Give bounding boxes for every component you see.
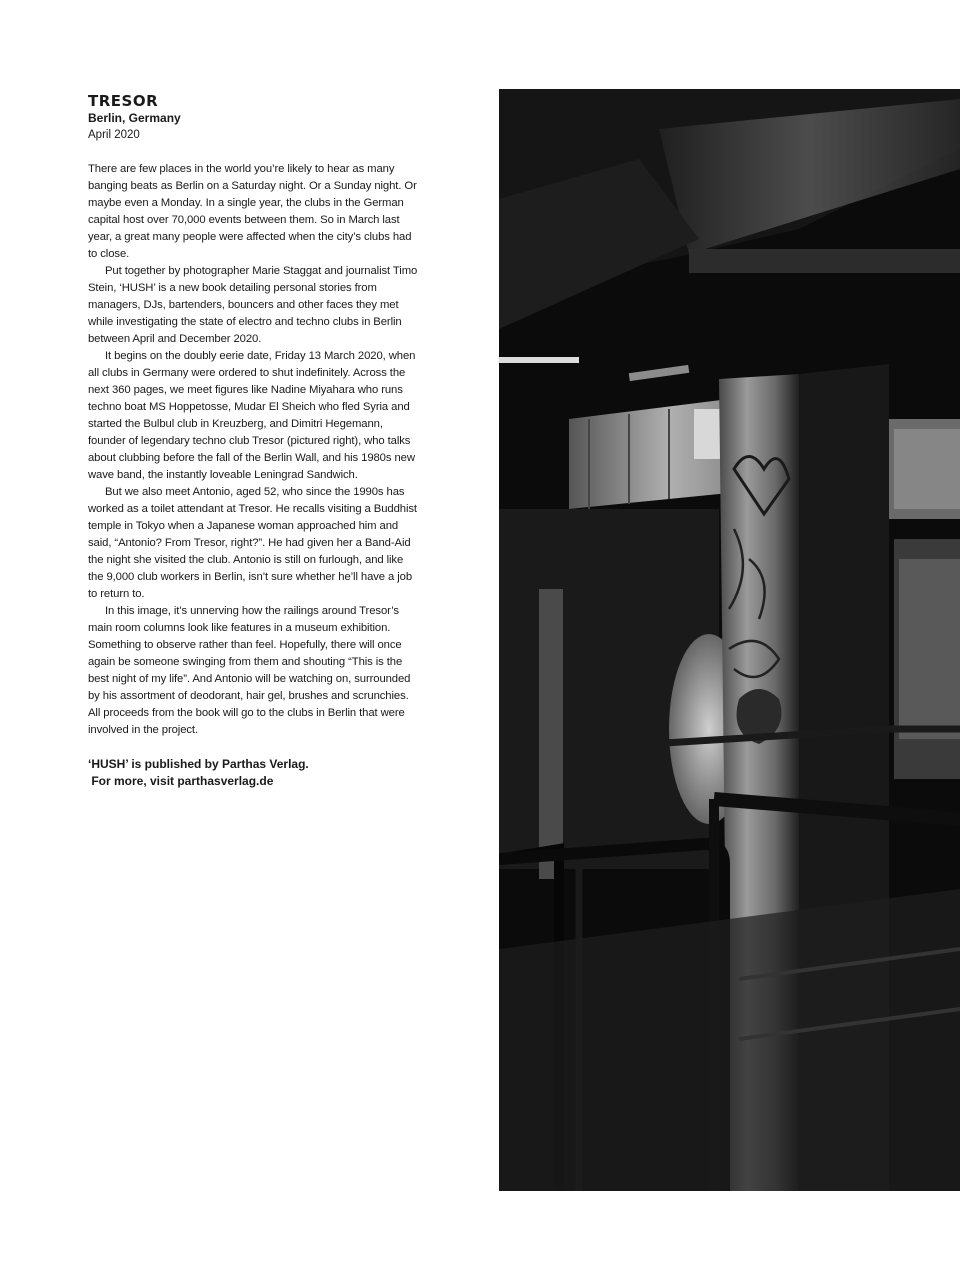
credit-line-website: For more, visit parthasverlag.de: [88, 774, 274, 788]
article-paragraph: But we also meet Antonio, aged 52, who since the 1990s has worked as a toilet attendant at Tresor. He recalls visiting a Buddhist temple in Tokyo when a Japanese woman approached him and said, “Antonio? From Tresor, right?”. He had given her a Band-Aid the night she visited the club. Antonio is still on furlough, and like the 9,000 club workers in Berlin, isn’t sure whether he’ll have a job to return to.: [88, 486, 417, 600]
article-body: [88, 161, 418, 739]
article-paragraph: There are few places in the world you’re likely to hear as many banging beats as Berlin on a Saturday night. Or a Sunday night. Or maybe even a Monday. In a single year, the clubs in the German capital host over 70,000 events between them. So in March last year, a great many people were affected when the city’s clubs had to close.: [88, 163, 417, 260]
article-paragraph: It begins on the doubly eerie date, Friday 13 March 2020, when all clubs in Germany were ordered to shut indefinitely. Across the next 360 pages, we meet figures like Nadine Miyahara who runs techno boat MS Hoppetosse, Mudar El Sheich who fled Syria and started the Bulbul club in Kreuzberg, and Dimitri Hegemann, founder of legendary techno club Tresor (pictured right), who talks about clubbing before the fall of the Berlin Wall, and his 1980s new wave band, the instantly loveable Leningrad Sandwich.: [88, 350, 416, 481]
article-text-column: [88, 92, 418, 790]
article-paragraph: Put together by photographer Marie Staggat and journalist Timo Stein, ‘HUSH’ is a new book detailing personal stories from managers, DJs, bartenders, bouncers and other faces they met while investigating the state of electro and techno clubs in Berlin between April and December 2020.: [88, 265, 418, 345]
article-date: April 2020: [88, 129, 140, 141]
credit-line-publisher: ‘HUSH’ is published by Parthas Verlag.: [88, 757, 309, 771]
article-paragraph: In this image, it’s unnerving how the railings around Tresor’s main room columns look like features in a museum exhibition. Something to observe rather than feel. Hopefully, there will once again be someone swinging from them and shouting “This is the best night of my life”. And Antonio will be watching on, surrounded by his assortment of deodorant, hair gel, brushes and scrunchies. All proceeds from the book will go to the clubs in Berlin that were involved in the project.: [88, 605, 411, 736]
publisher-credit: [88, 756, 418, 790]
article-title: TRESOR: [88, 92, 159, 110]
photo-illustration: [499, 89, 960, 1191]
article-location: Berlin, Germany: [88, 111, 181, 125]
club-interior-photo: [499, 89, 960, 1191]
